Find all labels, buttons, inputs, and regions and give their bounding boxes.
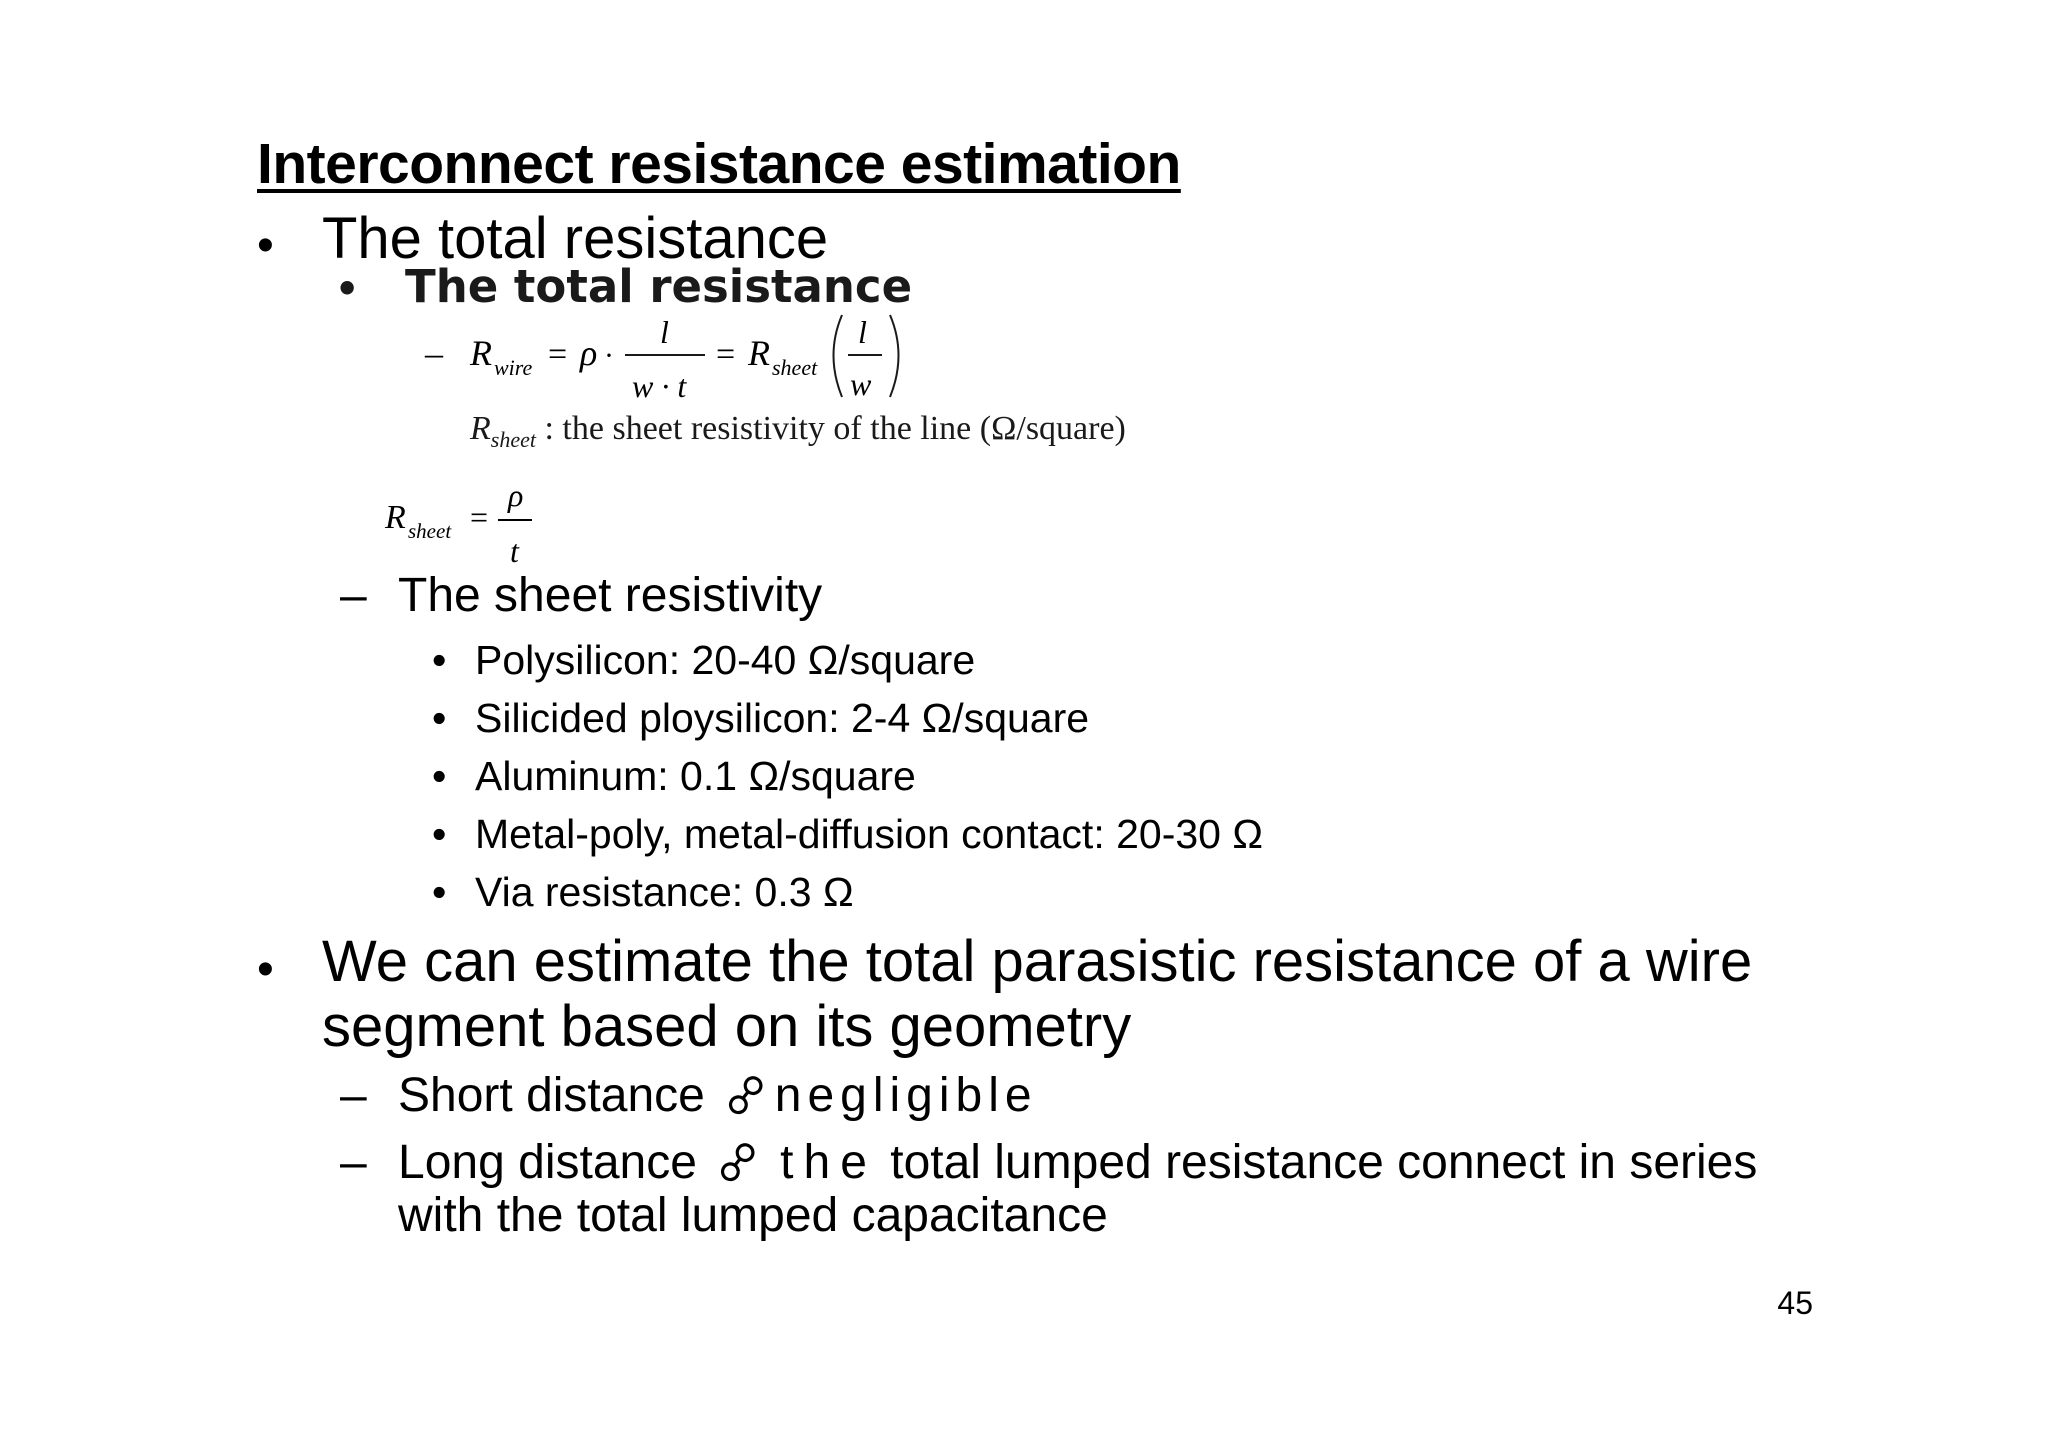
formula-eq2: = (716, 336, 736, 373)
formula-r-sub: wire (494, 355, 533, 380)
long-distance-line (398, 1131, 1758, 1196)
formula-w2: w (850, 366, 872, 402)
item-bullet-1: • (432, 637, 447, 683)
long-distance-spaced: the (780, 1136, 877, 1189)
rsheet-sub: sheet (408, 519, 452, 543)
formula-dot: · (604, 339, 614, 372)
formula-eq1: = (548, 336, 568, 373)
sheet-def-sub: sheet (490, 426, 536, 452)
formula-rho: ρ (580, 333, 598, 373)
implies-icon: ☍ (716, 1064, 777, 1129)
dash-marker-short: – (340, 1069, 367, 1122)
rsheet-t: t (510, 533, 519, 569)
page-number: 45 (1777, 1285, 1813, 1321)
formula-l2: l (858, 314, 867, 350)
item-bullet-2: • (432, 695, 447, 741)
formula-wt: w · t (632, 368, 687, 404)
embedded-bullet: • (335, 267, 360, 311)
resistivity-item-silicided: Silicided ploysilicon: 2-4 Ω/square (475, 695, 1090, 741)
rsheet-rho: ρ (508, 477, 524, 513)
dash-marker-long: – (340, 1136, 367, 1189)
short-distance-line (398, 1064, 1038, 1129)
sheet-def-text: : the sheet resistivity of the line (Ω/square) (544, 410, 1126, 447)
bullet-total-resistance: The total resistance (322, 206, 829, 271)
bullet-estimate-line1: We can estimate the total parasistic resistance of a wire (322, 929, 1753, 994)
formula-l: l (660, 314, 669, 350)
item-bullet-5: • (432, 869, 447, 915)
resistivity-item-via: Via resistance: 0.3 Ω (475, 869, 854, 915)
resistivity-item-polysilicon: Polysilicon: 20-40 Ω/square (475, 637, 976, 683)
rwire-formula (420, 305, 940, 405)
bullet-marker: • (257, 219, 274, 272)
item-bullet-4: • (432, 811, 447, 857)
rsheet-equation (380, 470, 560, 580)
rsheet-eq-sign: = (470, 499, 489, 535)
long-distance-result: total lumped resistance connect in series (890, 1136, 1758, 1189)
long-distance-line2: with the total lumped capacitance (398, 1189, 1108, 1242)
resistivity-item-aluminum: Aluminum: 0.1 Ω/square (475, 753, 916, 799)
formula-r: R (470, 333, 492, 373)
resistivity-item-contact: Metal-poly, metal-diffusion contact: 20-30 Ω (475, 811, 1264, 857)
formula-paren-left (834, 315, 843, 397)
rsheet-r: R (385, 499, 406, 536)
short-distance-label: Short distance (398, 1069, 705, 1122)
item-bullet-3: • (432, 753, 447, 799)
dash-marker: – (340, 569, 367, 622)
long-distance-label: Long distance (398, 1136, 697, 1189)
embedded-heading-text: The total resistance (405, 260, 913, 313)
bullet-estimate-line2: segment based on its geometry (322, 994, 1132, 1059)
implies-icon-2: ☍ (708, 1131, 769, 1196)
formula-rsheet: R (748, 333, 770, 373)
sheet-def-r: R (470, 410, 491, 447)
sheet-resistivity-heading: The sheet resistivity (398, 569, 823, 622)
short-distance-result: negligible (774, 1069, 1038, 1122)
sheet-definition (470, 410, 1126, 453)
formula-paren-right (890, 315, 899, 397)
formula-rsheet-sub: sheet (772, 355, 818, 380)
slide-title: Interconnect resistance estimation (257, 132, 1181, 196)
bullet-marker-2: • (257, 943, 274, 996)
formula-dash: – (425, 333, 443, 373)
